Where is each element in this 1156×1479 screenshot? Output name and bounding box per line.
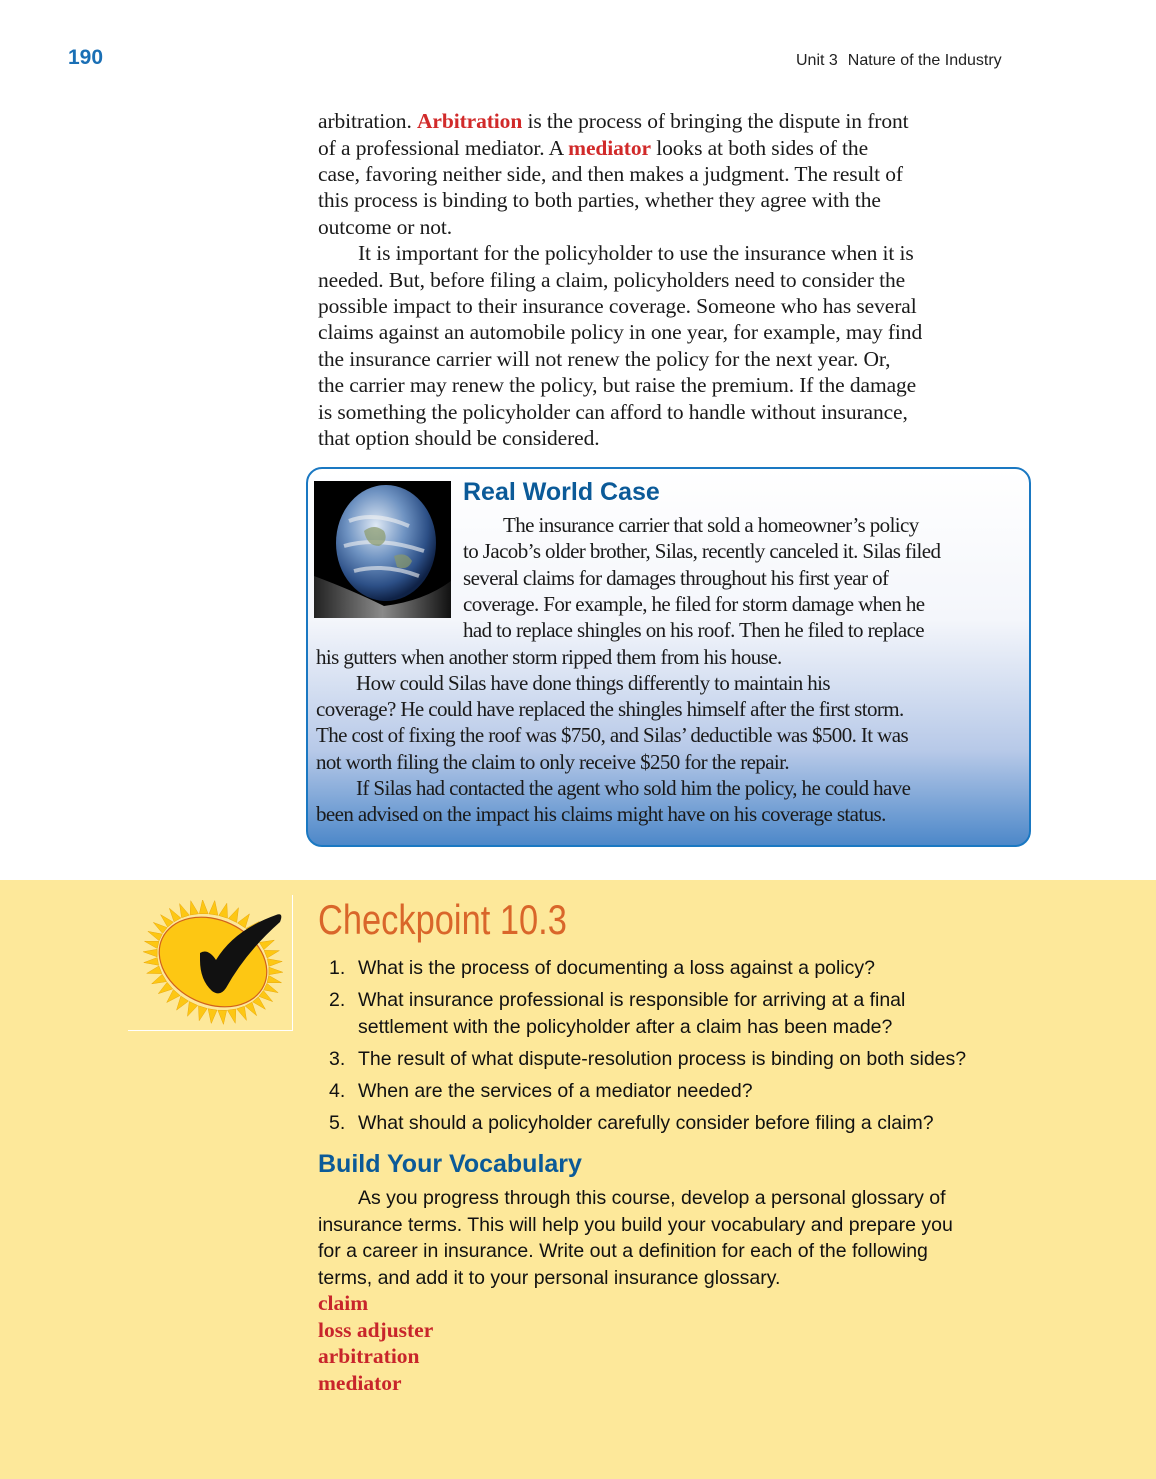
question-number: 5. <box>329 1111 346 1134</box>
question-text: settlement with the policyholder after a claim has been made? <box>358 1015 893 1038</box>
text-line: this process is binding to both parties, whether they agree with the <box>318 188 881 213</box>
text-line: needed. But, before filing a claim, policyholders need to consider the <box>318 267 906 292</box>
divider <box>292 895 293 1030</box>
text-line <box>318 136 868 161</box>
key-term: Arbitration <box>417 109 523 133</box>
text-line: As you progress through this course, develop a personal glossary of <box>358 1187 946 1209</box>
checkpoint-title: Checkpoint 10.3 <box>318 896 567 943</box>
text-line: the carrier may renew the policy, but raise the premium. If the damage <box>318 373 917 398</box>
unit-title: Nature of the Industry <box>847 52 1002 69</box>
question-text: When are the services of a mediator needed? <box>358 1079 753 1102</box>
text-line: his gutters when another storm ripped them from his house. <box>316 644 782 669</box>
question-number: 1. <box>329 957 346 979</box>
text-line: The insurance carrier that sold a homeowner’s policy <box>503 513 919 537</box>
text: arbitration. <box>318 109 417 133</box>
text-line: had to replace shingles on his roof. Then he filed to replace <box>463 618 925 643</box>
text-line: case, favoring neither side, and then makes a judgment. The result of <box>318 162 903 186</box>
text: looks at both sides of the <box>650 135 869 160</box>
text-line: not worth filing the claim to only receive $250 for the repair. <box>316 749 790 774</box>
text-line: terms, and add it to your personal insurance glossary. <box>318 1266 781 1289</box>
page-number: 190 <box>68 46 104 69</box>
text: is the process of bringing the dispute in front <box>522 109 909 133</box>
text-line: the insurance carrier will not renew the policy for the next year. Or, <box>318 346 891 371</box>
question-text: What should a policyholder carefully consider before filing a claim? <box>358 1111 934 1134</box>
text-line: for a career in insurance. Write out a definition for each of the following <box>318 1240 928 1262</box>
text-line: is something the policyholder can afford to handle without insurance, <box>318 399 908 424</box>
real-world-case-title: Real World Case <box>463 478 660 506</box>
unit-label: Unit 3 <box>796 52 838 69</box>
checkmark-sun-icon <box>138 900 288 1030</box>
vocabulary-term: arbitration <box>318 1344 420 1368</box>
divider <box>128 1030 293 1031</box>
question-text: What is the process of documenting a loss against a policy? <box>358 957 876 979</box>
text-line: claims against an automobile policy in one year, for example, may find <box>318 320 923 345</box>
question-number: 2. <box>329 989 346 1011</box>
text-line: outcome or not. <box>318 214 453 239</box>
text-line: insurance terms. This will help you build your vocabulary and prepare you <box>318 1213 953 1236</box>
text-line: It is important for the policyholder to use the insurance when it is <box>358 241 914 266</box>
text-line: that option should be considered. <box>318 426 600 450</box>
text-line: coverage. For example, he filed for storm damage when he <box>463 591 925 616</box>
text-line: The cost of fixing the roof was $750, and Silas’ deductible was $500. It was <box>316 723 909 748</box>
question-number: 3. <box>329 1047 346 1070</box>
text-line <box>318 109 909 134</box>
globe-in-hand-image <box>314 481 451 618</box>
vocabulary-term: loss adjuster <box>318 1317 434 1342</box>
vocabulary-term: claim <box>318 1291 369 1315</box>
text-line: to Jacob’s older brother, Silas, recently canceled it. Silas filed <box>463 539 941 564</box>
text-line: If Silas had contacted the agent who sold him the policy, he could have <box>356 776 911 800</box>
text-line: How could Silas have done things differently to maintain his <box>356 670 830 695</box>
text-line: been advised on the impact his claims might have on his coverage status. <box>316 802 886 827</box>
question-text: The result of what dispute-resolution process is binding on both sides? <box>358 1047 967 1070</box>
text-line: possible impact to their insurance coverage. Someone who has several <box>318 294 917 318</box>
text-line: several claims for damages throughout his first year of <box>463 565 889 590</box>
running-header <box>796 52 1012 70</box>
vocabulary-title: Build Your Vocabulary <box>318 1150 582 1178</box>
text: of a professional mediator. A <box>318 135 569 160</box>
vocabulary-term: mediator <box>318 1370 402 1395</box>
text-line: coverage? He could have replaced the shingles himself after the first storm. <box>316 697 904 722</box>
key-term: mediator <box>568 135 651 160</box>
question-number: 4. <box>329 1079 346 1102</box>
question-text: What insurance professional is responsible for arriving at a final <box>358 989 906 1011</box>
